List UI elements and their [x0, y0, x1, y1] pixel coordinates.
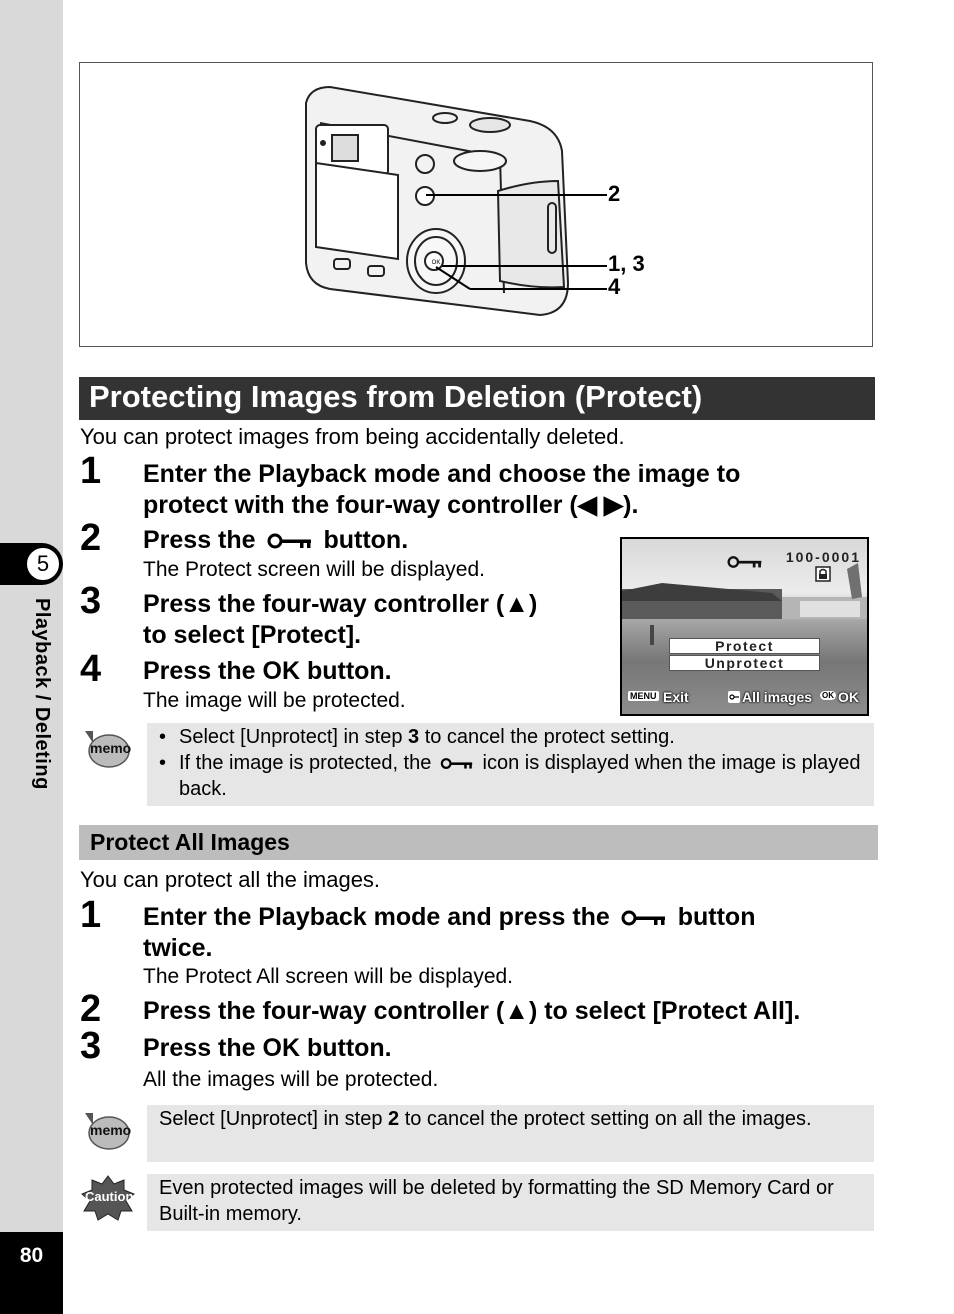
- lcd-lock-icon: [815, 566, 831, 582]
- lcd-option-unprotect[interactable]: Unprotect: [669, 655, 820, 671]
- step-4-note: The image will be protected.: [143, 689, 406, 712]
- chapter-title: Playback / Deleting: [31, 598, 53, 790]
- all-images-label: All images: [742, 689, 813, 705]
- memo-item: [157, 724, 864, 750]
- caution-note: Even protected images will be deleted by formatting the SD Memory Card or Built-in memory.: [147, 1174, 874, 1231]
- step-number: 3: [80, 580, 102, 622]
- lcd-screen: [620, 537, 869, 716]
- step-text-part: button: [677, 903, 756, 931]
- callout-4: 4: [608, 274, 621, 299]
- lcd-protect-key-icon: [727, 555, 763, 569]
- protect-all-step-3-note: All the images will be protected.: [143, 1068, 439, 1091]
- step-number: 1: [80, 894, 102, 936]
- step-3-text: [143, 589, 537, 651]
- lcd-small-key-icon: [728, 691, 740, 703]
- protect-key-icon: [267, 532, 313, 550]
- exit-label: Exit: [663, 689, 689, 705]
- protect-all-step-1-note: The Protect All screen will be displayed.: [143, 965, 514, 988]
- ok-label: OK: [838, 689, 859, 705]
- memo-step-ref: 2: [388, 1108, 400, 1130]
- protect-all-step-1: [143, 902, 755, 964]
- step-3-line2: to select [Protect].: [143, 621, 362, 649]
- memo-text: Select [Unprotect] in step: [179, 726, 409, 748]
- protect-key-icon: [440, 757, 474, 770]
- memo-icon-label: memo: [90, 740, 132, 756]
- memo-text: If the image is protected, the: [179, 752, 432, 774]
- memo-step-ref: 3: [408, 726, 420, 748]
- caution-icon: [80, 1174, 136, 1222]
- memo-note: [147, 1105, 874, 1162]
- memo-icon-label: memo: [90, 1122, 132, 1138]
- file-number: 100-0001: [785, 549, 861, 565]
- protect-key-icon: [621, 909, 667, 927]
- ok-key: OK: [822, 691, 834, 700]
- step-1-line1: Enter the Playback mode and choose the image to: [143, 460, 741, 488]
- step-2-note: The Protect screen will be displayed.: [143, 558, 485, 581]
- step-1-line2: protect with the four-way controller (◀ ▶).: [143, 491, 639, 519]
- memo-icon: [81, 1109, 131, 1151]
- step-2-after: button.: [323, 526, 409, 554]
- memo-text: Select [Unprotect] in step: [159, 1108, 389, 1130]
- callout-1-3: 1, 3: [608, 251, 645, 276]
- callout-2: 2: [608, 181, 621, 206]
- camera-figure: [79, 62, 873, 347]
- step-3-line1: Press the four-way controller (▲): [143, 590, 538, 618]
- page-number: 80: [19, 1244, 44, 1267]
- memo-text: icon is displayed when the image is played back.: [179, 752, 861, 800]
- step-2-text: [143, 525, 408, 556]
- step-text-line2: twice.: [143, 934, 213, 962]
- step-number: 1: [80, 450, 102, 492]
- step-text-part: Enter the Playback mode and press the: [143, 903, 610, 931]
- memo-note: [147, 723, 874, 806]
- step-1-text: [143, 459, 740, 521]
- step-2-before: Press the: [143, 526, 256, 554]
- memo-text: to cancel the protect setting on all the images.: [399, 1108, 812, 1130]
- memo-icon: [81, 727, 131, 769]
- protect-all-step-3: Press the OK button.: [143, 1034, 392, 1062]
- section-title: Protecting Images from Deletion (Protect): [79, 377, 875, 420]
- memo-text: to cancel the protect setting.: [419, 726, 675, 748]
- lcd-option-protect[interactable]: Protect: [669, 638, 820, 654]
- step-number: 3: [80, 1025, 102, 1067]
- protect-all-step-2: Press the four-way controller (▲) to select [Protect All].: [143, 997, 801, 1025]
- step-4-text: Press the OK button.: [143, 657, 392, 685]
- svg-text:OK: OK: [431, 260, 441, 266]
- section-intro: You can protect images from being accidentally deleted.: [80, 424, 625, 449]
- memo-item: [157, 750, 864, 802]
- step-number: 4: [80, 648, 102, 690]
- step-number: 2: [80, 988, 102, 1030]
- caution-icon-label: Caution: [85, 1189, 134, 1204]
- chapter-number: 5: [26, 547, 60, 581]
- subsection-intro: You can protect all the images.: [80, 867, 381, 892]
- subsection-title: Protect All Images: [79, 825, 878, 860]
- menu-key: MENU: [630, 691, 657, 701]
- camera-illustration: [80, 63, 872, 346]
- step-number: 2: [80, 517, 102, 559]
